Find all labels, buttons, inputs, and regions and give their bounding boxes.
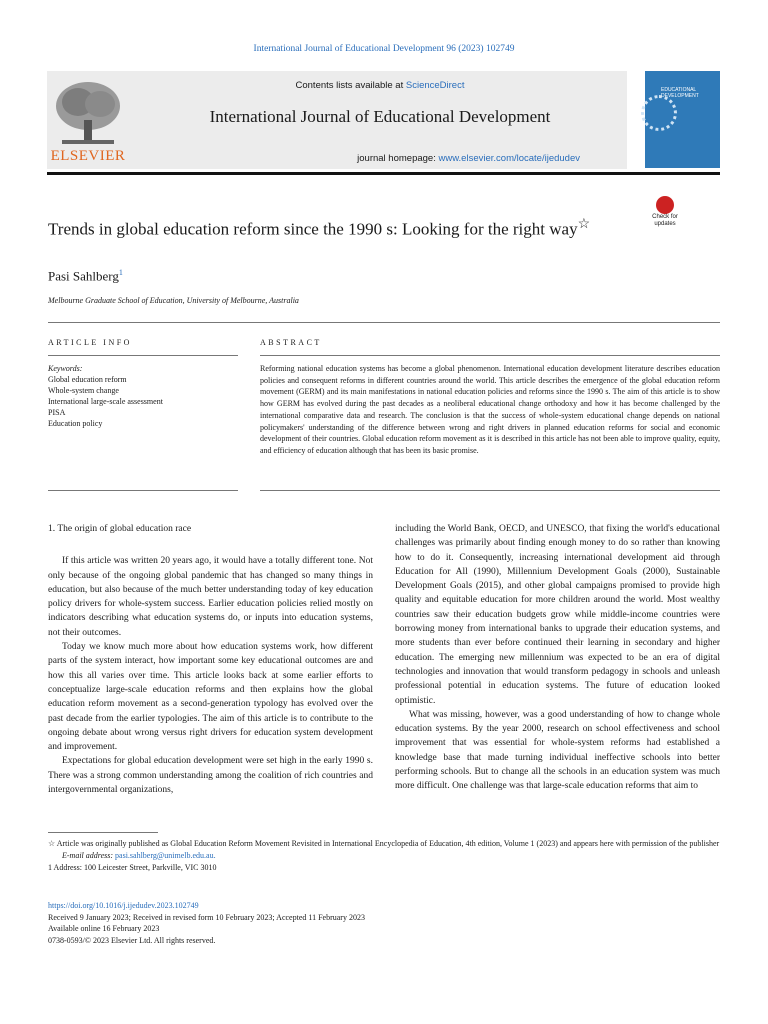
journal-title: International Journal of Educational Development (209, 107, 551, 126)
journal-homepage (140, 153, 620, 164)
copyright-line: 0738-0593/© 2023 Elsevier Ltd. All rights reserved. (48, 935, 216, 945)
footnotes (48, 838, 720, 874)
keywords-label: Keywords: (48, 364, 83, 373)
keyword-item: Global education reform (48, 375, 127, 384)
article-info-divider (48, 355, 238, 356)
keyword-item: Education policy (48, 419, 103, 428)
journal-cover-image[interactable] (645, 71, 720, 168)
author-footnote-marker[interactable]: 1 (118, 268, 123, 277)
author-name[interactable]: Pasi Sahlberg (48, 268, 119, 284)
author-affiliation: Melbourne Graduate School of Education, University of Melbourne, Australia (48, 296, 299, 305)
abstract-divider (260, 355, 720, 356)
cover-graphic (641, 95, 677, 131)
article-title-text: Trends in global education reform since the 1990 s: Looking for the right way (48, 219, 578, 239)
keyword-item: Whole-system change (48, 386, 119, 395)
running-header[interactable]: International Journal of Educational Development 96 (2023) 102749 (253, 44, 515, 54)
keyword-item: PISA (48, 408, 66, 417)
section-divider (48, 322, 720, 323)
body-paragraph: What was missing, however, was a good understanding of how to change whole education systems. By the year 2000, research on school effectiveness and school improvement that was essential for whole-system reforms had established a knowledge base that made turning individual ineffective schools into better performing schools. But to change all the schools in an education system was much more difficult. One challenge was that large-scale education reforms that aim to (395, 709, 720, 792)
doi-link[interactable]: https://doi.org/10.1016/j.ijedudev.2023.102749 (48, 901, 199, 910)
abstract-heading: ABSTRACT (260, 338, 322, 347)
email-label: E-mail address: (62, 851, 114, 860)
contents-line (140, 80, 620, 91)
body-paragraph: Expectations for global education development were set high in the early 1990 s. There was a strong common understanding among the coalition of rich countries and intergovernmental organizations, (48, 756, 373, 796)
keyword-item: International large-scale assessment (48, 397, 163, 406)
publisher-logo-text: ELSEVIER (50, 148, 126, 164)
abstract-text: Reforming national education systems has become a global phenomenon. International education development literature describes education policies and consequent reforms in different countries around the world. This article describes the emergence of the global education reform movement (GERM) and its main manifestations in national education policies and reforms since the 1990 s. The aim of this article is to show how GERM has evolved during the past decades as a neoliberal educational change orthodoxy and how it has become challenged by the international comparative data and research. The conclusion is that the success of whole-system educational change depends on national policymakers' understanding of the difference between wrong and right drivers in planned education reforms for social and economic development of their countries. Global education reform movement as it is described in this article has not been able to improve quality, equity, and efficiency of education although that has been its basic promise. (260, 364, 720, 455)
contents-prefix: Contents lists available at (295, 80, 404, 91)
body-right-column (395, 522, 720, 794)
header-divider (47, 172, 720, 175)
author-line (48, 268, 123, 284)
check-updates-label: Check for updates (652, 214, 678, 227)
body-left-column (48, 522, 373, 797)
address-footnote: 1 Address: 100 Leicester Street, Parkville, VIC 3010 (48, 863, 217, 872)
check-updates-icon (656, 196, 674, 214)
keywords-block (48, 363, 238, 429)
homepage-prefix: journal homepage: (357, 153, 436, 164)
article-info-heading: ARTICLE INFO (48, 338, 132, 347)
cover-title: EDUCATIONAL DEVELOPMENT (661, 87, 699, 99)
section-heading: 1. The origin of global education race (48, 524, 192, 534)
article-title (48, 212, 628, 242)
title-footnote: ☆ Article was originally published as Global Education Reform Movement Revisited in International Encyclopedia of Education, 4th edition, Volume 1 (2023) and appears here with permission of the publisher (48, 839, 720, 848)
abstract-bottom-divider (260, 490, 720, 491)
footnote-divider (48, 832, 158, 833)
author-email-link[interactable]: pasi.sahlberg@unimelb.edu.au. (115, 851, 216, 860)
body-paragraph: If this article was written 20 years ago, it would have a totally different tone. Not only because of the ongoing global pandemic that has changed so many things in education, but also because of the much better understanding today of key education policy drivers for whole-system success. Earlier education policies relied mostly on indicators describing what education systems do, or inputs into education systems, not their outcomes. (48, 556, 373, 638)
title-footnote-marker[interactable]: ☆ (577, 216, 591, 232)
check-for-updates-button[interactable] (645, 196, 685, 232)
article-info-bottom-divider (48, 490, 238, 491)
body-paragraph: Today we know much more about how education systems work, how different parts of the system interact, how important some key educational outcomes are and how this all varies over time. This article looks back at some earlier efforts to conceptualize large-scale education reforms and then explains how the global education reform movement as a second-generation typology has evolved over the past decade from the earlier typologies. The aim of this article is to contribute to the ongoing debate about wrong versus right drivers for education system development and improvement. (48, 642, 373, 753)
article-metadata (48, 900, 720, 946)
sciencedirect-link[interactable]: ScienceDirect (405, 80, 465, 91)
email-footnote (48, 850, 720, 862)
received-dates: Received 9 January 2023; Received in revised form 10 February 2023; Accepted 11 February 2023 (48, 912, 365, 922)
homepage-link[interactable]: www.elsevier.com/locate/ijedudev (438, 153, 580, 164)
body-paragraph: including the World Bank, OECD, and UNESCO, that fixing the world's educational challenges was primarily about finding enough money to do so rather than knowing how to do it. Consequently, increasing international development aid through Education for All (1990), Millennium Development Goals (2000), Sustainable Development Goals (2015), and other global campaigns promised to provide high quality and equitable education for more children around the world. Most wealthy countries saw their education budgets grow while middle-income countries were borrowing money from international banks to upgrade their education systems, and more students than ever before continued their learning in secondary and higher education. The emerging new millennium was expected to be an era of digital technologies and innovation that would transform pedagogy in schools and unleash professional potential in education systems. The future of education looked optimistic. (395, 524, 720, 706)
available-online: Available online 16 February 2023 (48, 924, 160, 933)
